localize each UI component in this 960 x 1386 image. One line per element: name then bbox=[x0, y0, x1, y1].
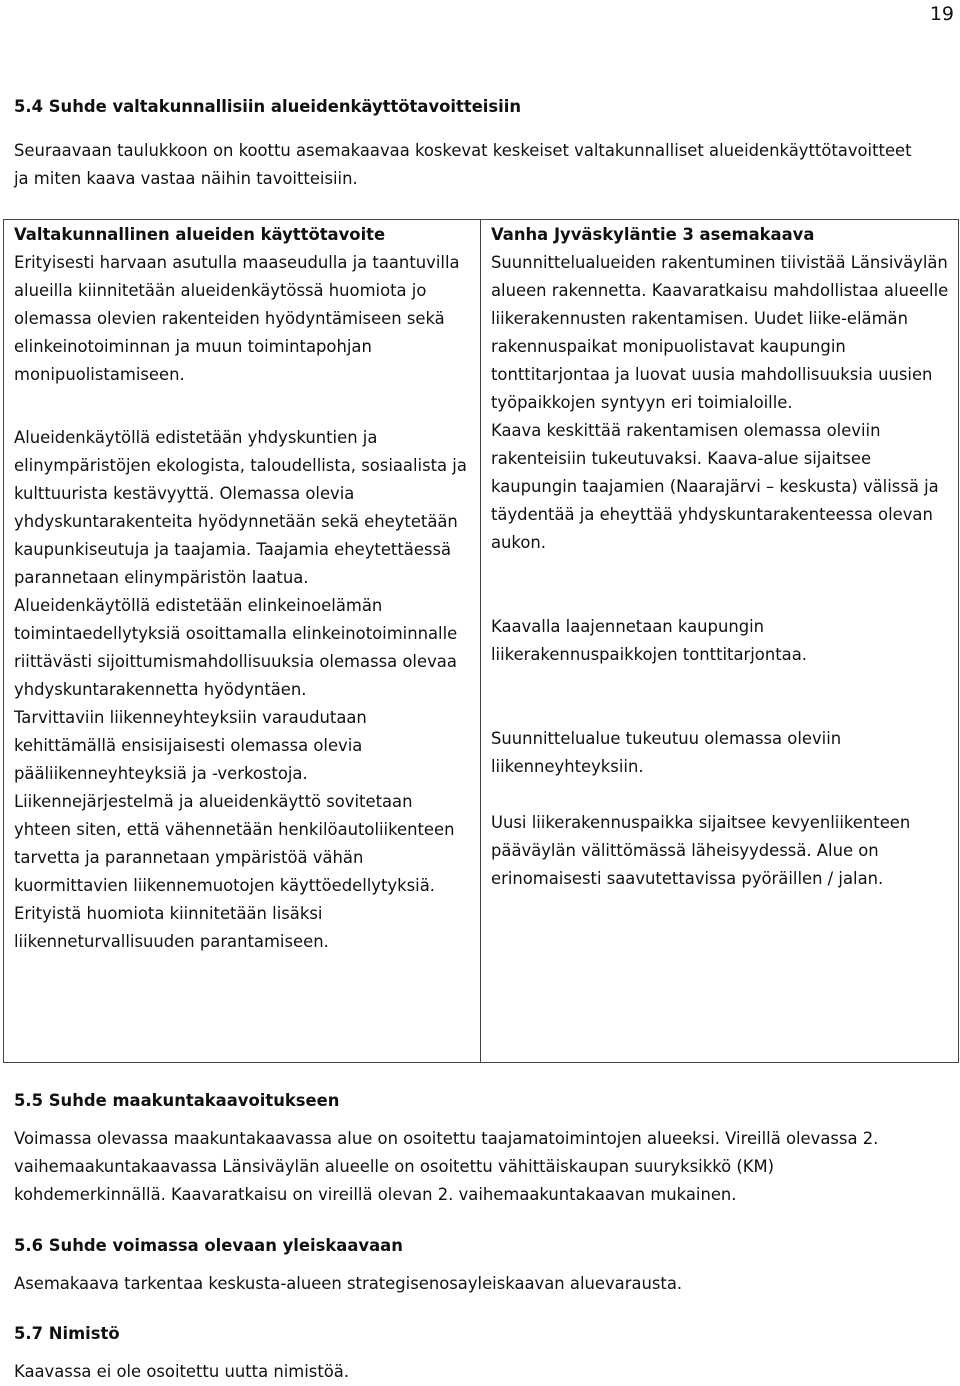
goal-text: Tarvittaviin liikenneyhteyksiin varaudutaan kehittämällä ensisijaisesti olemassa olevia pääliikenneyhteyksiä ja -verkostoja. bbox=[14, 708, 367, 783]
goal-text: Alueidenkäytöllä edistetään elinkeinoelämän toimintaedellytyksiä osoittamalla elinkeinotoiminnalle riittävästi sijoittumismahdollisuuksia olemassa olevaa yhdyskuntarakennetta hyödyntäen. bbox=[14, 596, 458, 699]
plan-response-text: Kaava keskittää rakentamisen olemassa oleviin rakenteisiin tukeutuvaksi. Kaava-alue sijaitsee kaupungin taajamien (Naarajärvi – keskusta) välissä ja täydentää ja eheyttää yhdyskuntarakenteessa olevan aukon. bbox=[491, 421, 939, 552]
section-heading-5-7: 5.7 Nimistö bbox=[14, 1324, 120, 1343]
section-5-4-intro: Seuraavaan taulukkoon on koottu asemakaavaa koskevat keskeiset valtakunnalliset alueidenkäyttötavoitteet ja miten kaava vastaa näihin tavoitteisiin. bbox=[14, 141, 912, 188]
plan-response-text: Kaavalla laajennetaan kaupungin liikerakennuspaikkojen tonttitarjontaa. bbox=[491, 617, 807, 664]
section-5-7-text: Kaavassa ei ole osoitettu uutta nimistöä. bbox=[14, 1362, 350, 1381]
plan-response-text: Uusi liikerakennuspaikka sijaitsee kevyenliikenteen pääväylän välittömässä läheisyydessä. Alue on erinomaisesti saavutettavissa pyöräillen / jalan. bbox=[491, 813, 911, 888]
section-5-5-text: Voimassa olevassa maakuntakaavassa alue on osoitettu taajamatoimintojen alueeksi. Vireillä olevassa 2. vaihemaakuntakaavassa Länsiväylän alueelle on osoitettu vähittäiskaupan suuryksikkö (KM) kohdemerkinnällä. Kaavaratkaisu on vireillä olevan 2. vaihemaakuntakaavan mukainen. bbox=[14, 1129, 879, 1204]
column-header-national-goal: Valtakunnallinen alueiden käyttötavoite bbox=[14, 225, 386, 244]
plan-response-text: Suunnittelualue tukeutuu olemassa oleviin liikenneyhteyksiin. bbox=[491, 729, 842, 776]
section-5-6-text: Asemakaava tarkentaa keskusta-alueen strategisenosayleiskaavan aluevarausta. bbox=[14, 1274, 683, 1293]
section-heading-5-4: 5.4 Suhde valtakunnallisiin alueidenkäyttötavoitteisiin bbox=[14, 97, 522, 116]
goal-text: Erityisesti harvaan asutulla maaseudulla ja taantuvilla alueilla kiinnitetään alueidenkäytössä huomiota jo olemassa olevien rakenteiden hyödyntämiseen sekä elinkeinotoiminnan ja muun toimintapohjan monipuolistamiseen. bbox=[14, 253, 460, 384]
table-cell-left bbox=[4, 220, 481, 1063]
plan-response-text: Suunnittelualueiden rakentuminen tiivistää Länsiväylän alueen rakennetta. Kaavaratkaisu mahdollistaa alueelle liikerakennusten rakentamisen. Uudet liike-elämän rakennuspaikat monipuolistavat kaupungin tonttitarjontaa ja luovat uusia mahdollisuuksia uusien työpaikkojen syntyyn eri toimialoille. bbox=[491, 253, 949, 412]
column-header-plan: Vanha Jyväskyläntie 3 asemakaava bbox=[491, 225, 815, 244]
goal-text: Alueidenkäytöllä edistetään yhdyskuntien ja elinympäristöjen ekologista, taloudellista, sosiaalista ja kulttuurista kestävyyttä. Olemassa olevia yhdyskuntarakenteita hyödynnetään sekä eheytetään kaupunkiseutuja ja taajamia. Taajamia eheytettäessä parannetaan elinympäristön laatua. bbox=[14, 428, 467, 587]
section-heading-5-6: 5.6 Suhde voimassa olevaan yleiskaavaan bbox=[14, 1236, 403, 1255]
goal-text: Liikennejärjestelmä ja alueidenkäyttö sovitetaan yhteen siten, että vähennetään henkilöautoliikenteen tarvetta ja parannetaan ympäristöä vähän kuormittavien liikennemuotojen käyttöedellytyksiä. Erityistä huomiota kiinnitetään lisäksi liikenneturvallisuuden parantamiseen. bbox=[14, 792, 455, 951]
page-number: 19 bbox=[929, 3, 954, 25]
table-row bbox=[4, 220, 959, 1063]
section-heading-5-5: 5.5 Suhde maakuntakaavoitukseen bbox=[14, 1091, 340, 1110]
table-cell-right bbox=[481, 220, 959, 1063]
goals-table bbox=[3, 219, 959, 1063]
